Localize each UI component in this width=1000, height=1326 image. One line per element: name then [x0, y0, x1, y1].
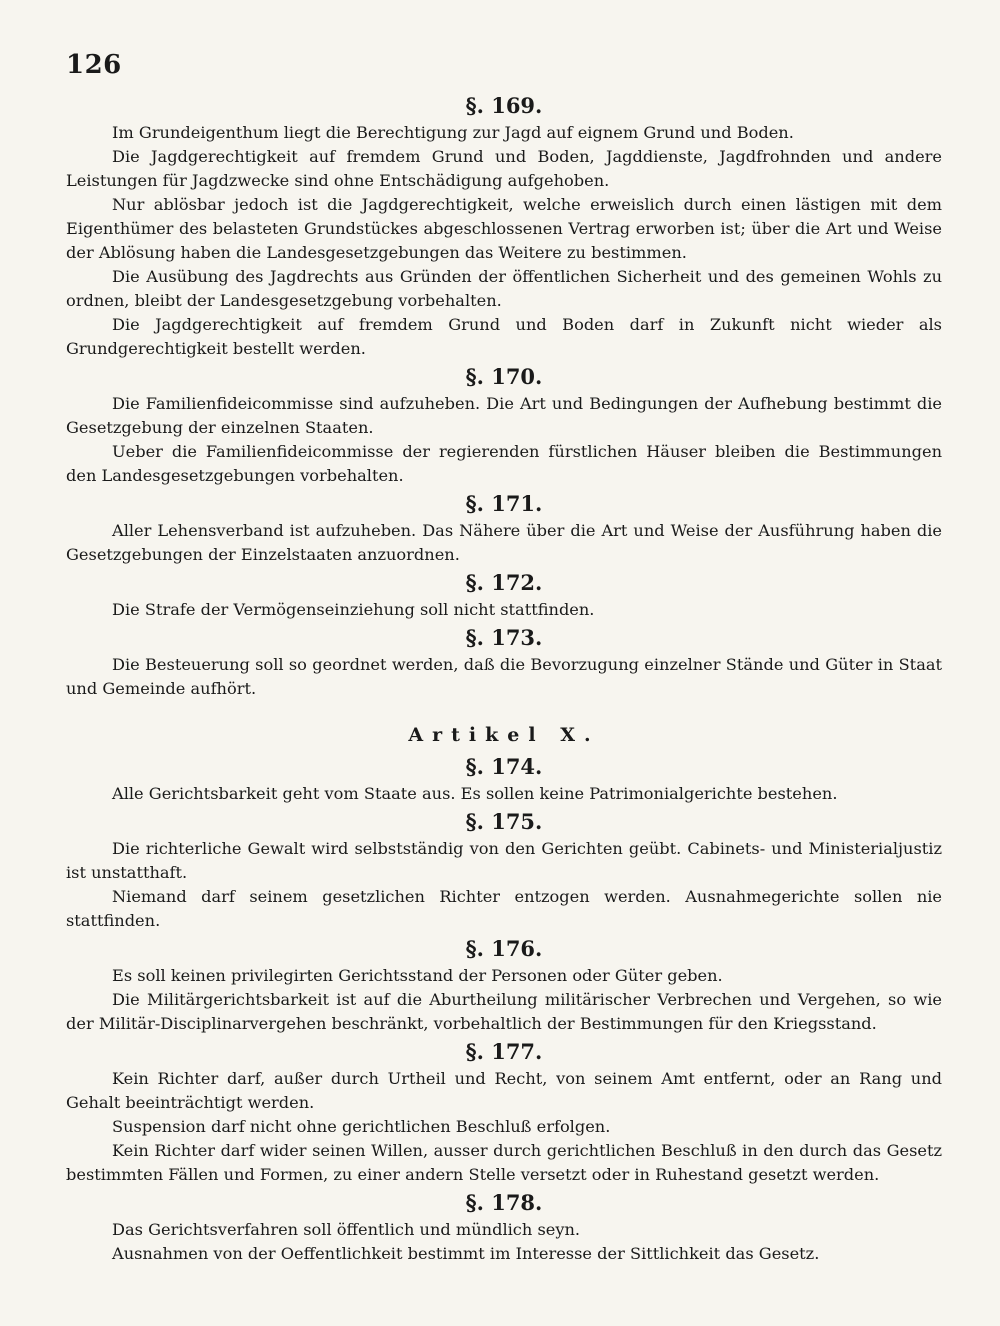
paragraph: Die Familienfideicommisse sind aufzuheben. Die Art und Bedingungen der Aufhebung bestimmt die Gesetzgebung der einzelnen Staaten.: [66, 394, 942, 437]
paragraph: Die Jagdgerechtigkeit auf fremdem Grund und Boden darf in Zukunft nicht wieder als Grundgerechtigkeit bestellt werden.: [66, 315, 942, 358]
paragraph: Ausnahmen von der Oeffentlichkeit bestimmt im Interesse der Sittlichkeit das Gesetz.: [112, 1244, 820, 1263]
section-heading: §. 171.: [465, 491, 543, 516]
section-heading: §. 175.: [465, 809, 543, 834]
paragraph: Ueber die Familienfideicommisse der regierenden fürstlichen Häuser bleiben die Bestimmungen den Landesgesetzgebungen vorbehalten.: [66, 442, 942, 485]
paragraph: Die Jagdgerechtigkeit auf fremdem Grund und Boden, Jagddienste, Jagdfrohnden und andere Leistungen für Jagdzwecke sind ohne Entschädigung aufgehoben.: [66, 147, 942, 190]
section-heading: §. 169.: [465, 93, 543, 118]
paragraph: Im Grundeigenthum liegt die Berechtigung zur Jagd auf eignem Grund und Boden.: [112, 123, 794, 142]
section-heading: §. 170.: [465, 364, 543, 389]
paragraph: Kein Richter darf, außer durch Urtheil und Recht, von seinem Amt entfernt, oder an Rang und Gehalt beeinträchtigt werden.: [66, 1069, 942, 1112]
paragraph: Die Besteuerung soll so geordnet werden, daß die Bevorzugung einzelner Stände und Güter in Staat und Gemeinde aufhört.: [66, 655, 942, 698]
section-heading: §. 177.: [465, 1039, 543, 1064]
article-heading: Artikel X.: [408, 724, 600, 746]
paragraph: Die Strafe der Vermögenseinziehung soll nicht stattfinden.: [112, 600, 595, 619]
section-heading: §. 178.: [465, 1190, 543, 1215]
paragraph: Suspension darf nicht ohne gerichtlichen Beschluß erfolgen.: [112, 1117, 611, 1136]
paragraph: Alle Gerichtsbarkeit geht vom Staate aus. Es sollen keine Patrimonialgerichte bestehen.: [112, 784, 838, 803]
section-heading: §. 174.: [465, 754, 543, 779]
paragraph: Die Militärgerichtsbarkeit ist auf die Aburtheilung militärischer Verbrechen und Vergehen, so wie der Militär-Disciplinarvergehen beschränkt, vorbehaltlich der Bestimmungen für den Kriegsstand.: [66, 990, 942, 1033]
section-heading: §. 176.: [465, 936, 543, 961]
paragraph: Die Ausübung des Jagdrechts aus Gründen der öffentlichen Sicherheit und des gemeinen Wohls zu ordnen, bleibt der Landesgesetzgebung vorbehalten.: [66, 267, 942, 310]
page-body: [66, 52, 942, 1266]
section-heading: §. 173.: [465, 625, 543, 650]
paragraph: Es soll keinen privilegirten Gerichtsstand der Personen oder Güter geben.: [112, 966, 723, 985]
paragraph: Aller Lehensverband ist aufzuheben. Das Nähere über die Art und Weise der Ausführung haben die Gesetzgebungen der Einzelstaaten anzuordnen.: [66, 521, 942, 564]
spacer: [66, 701, 942, 719]
paragraph: Kein Richter darf wider seinen Willen, ausser durch gerichtlichen Beschluß in den durch das Gesetz bestimmten Fällen und Formen, zu einer andern Stelle versetzt oder in Ruhestand gesetzt werden.: [66, 1141, 942, 1184]
paragraph: Das Gerichtsverfahren soll öffentlich und mündlich seyn.: [112, 1220, 581, 1239]
section-heading: §. 172.: [465, 570, 543, 595]
paragraph: Niemand darf seinem gesetzlichen Richter entzogen werden. Ausnahmegerichte sollen nie stattfinden.: [66, 887, 942, 930]
paragraph: Nur ablösbar jedoch ist die Jagdgerechtigkeit, welche erweislich durch einen lästigen mit dem Eigenthümer des belasteten Grundstückes abgeschlossenen Vertrag erworben ist; über die Art und Weise der Ablösung haben die Landesgesetzgebungen das Weitere zu bestimmen.: [66, 195, 942, 262]
page-number: 126: [66, 50, 122, 80]
paragraph: Die richterliche Gewalt wird selbstständig von den Gerichten geübt. Cabinets- und Ministerialjustiz ist unstatthaft.: [66, 839, 942, 882]
